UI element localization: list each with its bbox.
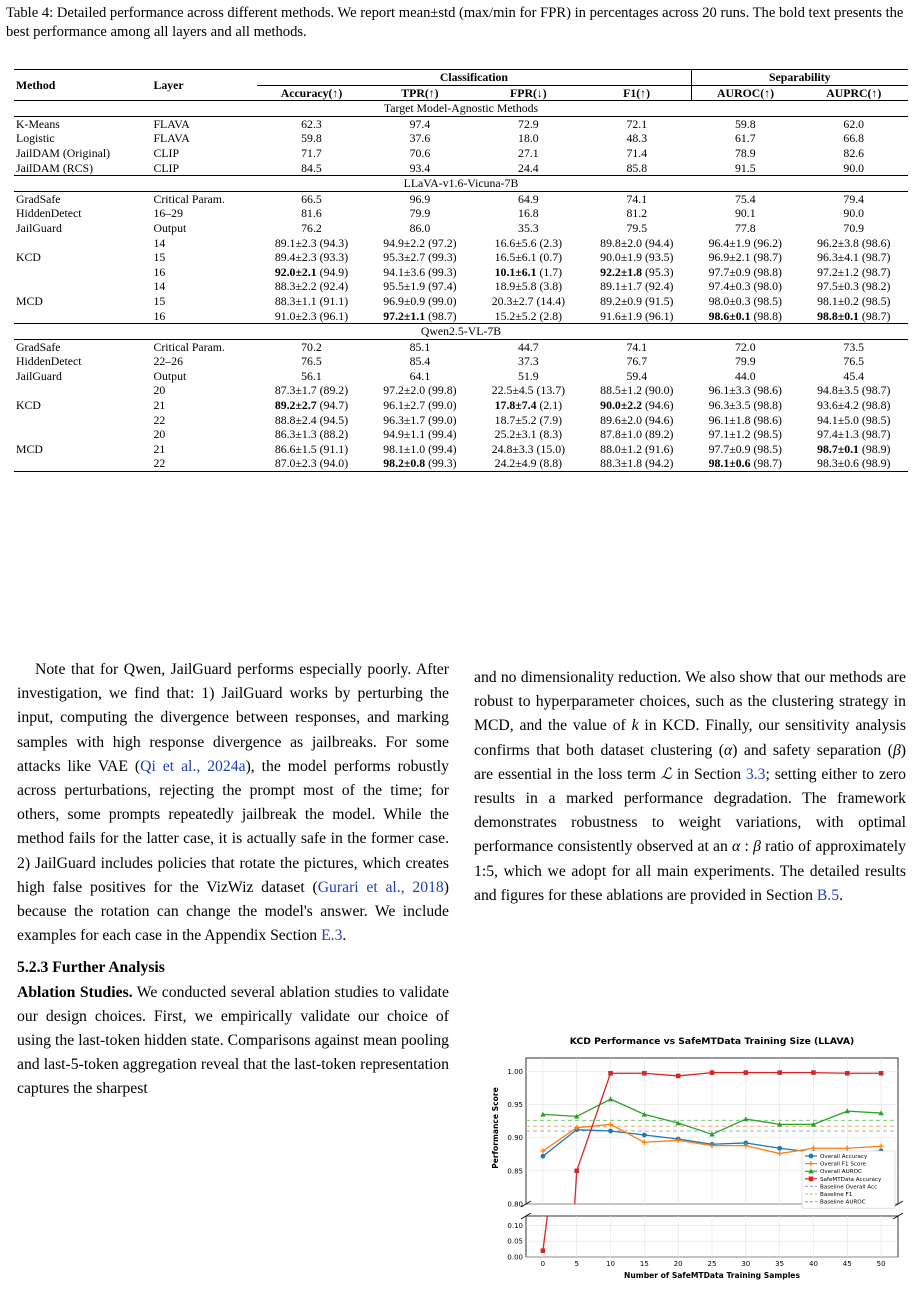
table-row (14, 339, 908, 354)
cell-value: 62.3 (301, 116, 322, 131)
cell-value: 24.8±3.3 (15.0) (491, 441, 566, 456)
cell-value: 62.0 (843, 116, 865, 131)
section-title-row (14, 324, 908, 340)
legend-label: Overall F1 Score (820, 1161, 866, 1168)
cell-value: 97.4 (409, 116, 431, 131)
paragraph-ablation-continued: and no dimensionality reduction. We also show that our methods are robust to hyperparameter choices, such as the clustering strategy in MCD, and the value of k in KCD. Finally, our sensitivity analysis confirms that both dataset clustering (α) and safety separation (β) are essential in the loss term ℒ in Section 3.3; setting either to zero results in a marked performance degradation. The framework demonstrates robustness to weight variations, with optimal performance consistently observed at an α : β ratio of approximately 1:5, which we adopt for all main experiments. The detailed results and figures for these ablations are provided in Section B.5. (474, 669, 906, 904)
cell-value: 88.3±2.2 (92.4) (274, 279, 349, 294)
data-point (574, 1169, 579, 1174)
data-point (541, 1154, 546, 1159)
cell-method: HiddenDetect (16, 354, 82, 369)
table-row (14, 309, 908, 324)
header-metric: TPR(↑) (401, 85, 439, 100)
cell-method (14, 413, 151, 428)
section-title: Target Model-Agnostic Methods (14, 101, 908, 117)
cell-value: 89.6±2.0 (94.6) (600, 412, 674, 427)
series-line (847, 1111, 881, 1113)
cell-layer: 14 (153, 279, 166, 294)
cell-value: 93.6±4.2 (98.8) (817, 398, 891, 413)
data-point (879, 1071, 884, 1076)
cell-layer: 22 (153, 456, 166, 471)
line-chart (486, 1028, 906, 1290)
table-row (14, 427, 908, 442)
cell-value: 71.7 (301, 145, 322, 160)
cell-method: MCD (16, 441, 43, 456)
cell-method: HiddenDetect (16, 206, 82, 221)
cell-value: 27.1 (518, 145, 539, 160)
cell-value: 89.4±2.3 (93.3) (274, 250, 349, 265)
series-line (543, 1130, 577, 1157)
cell-value: 74.1 (626, 191, 648, 206)
section-title-row (14, 101, 908, 117)
left-column (17, 658, 449, 1102)
table-row (14, 250, 908, 265)
cell-value: 73.5 (843, 339, 865, 354)
cell-method (14, 309, 151, 324)
cell-value: 24.2±4.9 (8.8) (494, 456, 563, 471)
cell-method (14, 456, 151, 471)
series-line (644, 1135, 678, 1139)
series-line (575, 1171, 577, 1204)
series-line (644, 1073, 678, 1076)
cell-value: 88.5±1.2 (90.0) (600, 383, 674, 398)
cell-value: 94.9±2.2 (97.2) (383, 235, 457, 250)
cell-layer: Output (153, 368, 187, 383)
cell-value: 85.1 (409, 339, 431, 354)
table-row (14, 369, 908, 384)
cell-method (14, 236, 151, 251)
cell-layer: Critical Param. (153, 339, 225, 354)
table-header-row-1 (14, 70, 908, 86)
cell-value: 84.5 (301, 160, 322, 175)
cell-value: 79.9 (734, 354, 756, 369)
cell-value: 90.0 (843, 206, 865, 221)
legend-label: Baseline AUROC (820, 1199, 866, 1206)
cell-value: 18.9±5.8 (3.8) (494, 279, 563, 294)
cell-value: 66.8 (843, 131, 865, 146)
cell-value: 77.8 (734, 220, 756, 235)
cell-value: 71.4 (626, 145, 648, 160)
series-line (847, 1146, 881, 1148)
cell-value: 96.1±1.8 (98.6) (708, 412, 782, 427)
cell-value: 98.7±0.1 (98.9) (817, 441, 891, 456)
cell-value: 88.3±1.1 (91.1) (274, 293, 349, 308)
cell-layer: 16 (153, 308, 166, 323)
data-point (642, 1071, 647, 1076)
cell-value: 96.9±2.1 (98.7) (708, 250, 782, 265)
table-row (14, 354, 908, 369)
cell-value: 94.9±1.1 (99.4) (383, 427, 457, 442)
cell-value: 66.5 (301, 191, 322, 206)
section-title-row (14, 176, 908, 192)
cell-value: 48.3 (626, 131, 648, 146)
cell-method: JailDAM (Original) (16, 145, 111, 160)
data-point (676, 1074, 681, 1079)
cell-method (14, 279, 151, 294)
y-axis-label: Performance Score (491, 1087, 500, 1169)
cell-value: 10.1±6.1 (1.7) (494, 264, 563, 279)
cell-layer: 22–26 (153, 354, 183, 369)
y-tick-label: 0.80 (507, 1200, 523, 1209)
cell-method: JailGuard (16, 220, 62, 235)
cell-value: 90.0±1.9 (93.5) (600, 250, 674, 265)
section-title: Qwen2.5-VL-7B (14, 324, 908, 340)
cell-method (14, 265, 151, 280)
cell-value: 97.5±0.3 (98.2) (817, 279, 891, 294)
cell-value: 16.8 (518, 206, 539, 221)
series-line (678, 1073, 712, 1076)
cell-value: 96.9±0.9 (99.0) (383, 293, 457, 308)
x-tick-label: 20 (673, 1260, 683, 1268)
cell-method: Logistic (16, 131, 55, 146)
cell-value: 89.8±2.0 (94.4) (600, 235, 674, 250)
cell-value: 96.1±2.7 (99.0) (383, 398, 457, 413)
performance-table (14, 69, 908, 472)
cell-value: 96.1±3.3 (98.6) (708, 383, 782, 398)
cell-value: 90.1 (734, 206, 756, 221)
cell-method: K-Means (16, 116, 60, 131)
table-row (14, 221, 908, 236)
legend-label: Baseline Overall Acc (820, 1184, 878, 1191)
cell-value: 98.1±0.6 (98.7) (708, 456, 782, 471)
cell-value: 79.9 (409, 206, 431, 221)
cell-value: 76.5 (843, 354, 865, 369)
series-line (543, 1114, 577, 1116)
cell-method: GradSafe (16, 191, 61, 206)
cell-value: 89.2±2.7 (94.7) (274, 398, 349, 413)
legend-label: Overall AUROC (820, 1169, 862, 1176)
cell-value: 82.6 (843, 145, 865, 160)
legend-label: SafeMTData Accuracy (820, 1176, 882, 1183)
cell-value: 64.9 (518, 191, 539, 206)
data-point (608, 1071, 613, 1076)
cell-value: 96.9 (409, 191, 431, 206)
cell-value: 59.8 (301, 131, 322, 146)
series-line (746, 1146, 780, 1154)
cell-value: 70.2 (301, 339, 322, 354)
y-tick-label: 0.90 (507, 1134, 523, 1143)
data-point (777, 1070, 782, 1075)
cell-method (14, 427, 151, 442)
table-row (14, 383, 908, 398)
cell-value: 44.0 (734, 368, 756, 383)
cell-value: 95.5±1.9 (97.4) (383, 279, 457, 294)
cell-value: 87.3±1.7 (89.2) (274, 383, 349, 398)
cell-value: 89.1±1.7 (92.4) (600, 279, 674, 294)
cell-value: 18.7±5.2 (7.9) (494, 412, 563, 427)
y-tick-label: 0.00 (507, 1253, 523, 1262)
subsection-heading: 5.2.3 Further Analysis (17, 959, 165, 977)
cell-value: 91.0±2.3 (96.1) (274, 308, 349, 323)
cell-value: 70.6 (409, 145, 431, 160)
x-tick-label: 0 (540, 1260, 546, 1268)
table-row (14, 206, 908, 221)
cell-value: 89.2±0.9 (91.5) (600, 293, 674, 308)
header-metric: AUROC(↑) (691, 85, 799, 101)
series-line (543, 1216, 547, 1251)
cell-value: 98.1±0.2 (98.5) (817, 293, 891, 308)
cell-method: KCD (16, 398, 41, 413)
cell-value: 86.6±1.5 (91.1) (274, 441, 349, 456)
data-point (845, 1071, 850, 1076)
cell-layer: FLAVA (153, 116, 190, 131)
cell-value: 16.6±5.6 (2.3) (494, 235, 563, 250)
cell-value: 98.2±0.8 (99.3) (383, 456, 457, 471)
series-line (611, 1124, 645, 1142)
table-row (14, 442, 908, 457)
table-row (14, 146, 908, 161)
cell-layer: Critical Param. (153, 191, 225, 206)
series-line (577, 1099, 611, 1116)
cell-value: 18.0 (518, 131, 539, 146)
legend-label: Overall Accuracy (820, 1154, 868, 1160)
cell-value: 25.2±3.1 (8.3) (494, 427, 563, 442)
header-metric: AUPRC(↑) (826, 85, 882, 100)
y-tick-label: 0.10 (507, 1221, 523, 1230)
cell-value: 86.3±1.3 (88.2) (274, 427, 349, 442)
cell-value: 79.4 (843, 191, 865, 206)
paragraph-ablation: Ablation Studies. We conducted several ablation studies to validate our design choices. First, we empirically validate our choice of using the last-token hidden state. Comparisons against mean pooling and last-5-token aggregation reveal that the last-token representation captures the sharpest (17, 983, 449, 1098)
cell-value: 76.7 (626, 354, 648, 369)
cell-value: 86.0 (409, 220, 431, 235)
header-group-classification: Classification (257, 70, 691, 86)
table-row (14, 236, 908, 251)
cell-value: 95.3±2.7 (99.3) (383, 250, 457, 265)
table-row (14, 413, 908, 428)
cell-value: 15.2±5.2 (2.8) (494, 308, 563, 323)
data-point (809, 1154, 814, 1159)
cell-method: GradSafe (16, 339, 61, 354)
cell-value: 37.3 (518, 354, 539, 369)
cell-value: 97.2±1.1 (98.7) (383, 308, 457, 323)
cell-value: 96.4±1.9 (96.2) (708, 235, 782, 250)
cell-layer: 15 (153, 293, 166, 308)
series-line (644, 1140, 678, 1142)
x-tick-label: 5 (574, 1260, 579, 1268)
data-point (809, 1177, 814, 1182)
cell-layer: 20 (153, 427, 166, 442)
cell-value: 91.6±1.9 (96.1) (600, 308, 674, 323)
table-body (14, 101, 908, 472)
y-tick-label: 0.85 (507, 1167, 523, 1176)
cell-value: 91.5 (734, 160, 756, 175)
x-tick-label: 15 (639, 1260, 649, 1268)
cell-layer: 16–29 (153, 206, 183, 221)
cell-value: 94.1±3.6 (99.3) (383, 264, 457, 279)
cell-value: 90.0 (843, 160, 865, 175)
section-title: LLaVA-v1.6-Vicuna-7B (14, 176, 908, 192)
series-line (678, 1123, 712, 1134)
data-point (744, 1070, 749, 1075)
cell-value: 81.2 (626, 206, 648, 221)
chart-title: KCD Performance vs SafeMTData Training Size (LLAVA) (569, 1036, 855, 1047)
table-row (14, 265, 908, 280)
cell-layer: 15 (153, 250, 166, 265)
x-tick-label: 25 (707, 1260, 717, 1268)
cell-value: 96.3±1.7 (99.0) (383, 412, 457, 427)
cell-value: 76.5 (301, 354, 322, 369)
table-row (14, 456, 908, 471)
cell-value: 64.1 (409, 368, 431, 383)
cell-layer: 22 (153, 412, 166, 427)
cell-value: 24.4 (518, 160, 539, 175)
cell-value: 70.9 (843, 220, 865, 235)
cell-method: MCD (16, 293, 43, 308)
cell-value: 72.0 (734, 339, 756, 354)
series-line (644, 1114, 678, 1123)
cell-value: 51.9 (518, 368, 539, 383)
cell-value: 16.5±6.1 (0.7) (494, 250, 563, 265)
cell-value: 78.9 (734, 145, 756, 160)
cell-layer: CLIP (153, 160, 180, 175)
cell-value: 89.1±2.3 (94.3) (274, 235, 349, 250)
data-point (541, 1248, 546, 1253)
cell-value: 88.3±1.8 (94.2) (600, 456, 674, 471)
cell-value: 98.6±0.1 (98.8) (708, 308, 782, 323)
x-axis-label: Number of SafeMTData Training Samples (624, 1271, 800, 1280)
cell-value: 72.1 (626, 116, 648, 131)
cell-value: 85.8 (626, 160, 648, 175)
data-point (710, 1070, 715, 1075)
cell-layer: CLIP (153, 145, 180, 160)
cell-value: 35.3 (518, 220, 539, 235)
legend-label: Baseline F1 (820, 1192, 853, 1198)
cell-value: 45.4 (843, 368, 865, 383)
table-row (14, 161, 908, 176)
cell-method (14, 383, 151, 398)
cell-layer: 21 (153, 441, 166, 456)
cell-value: 98.0±0.3 (98.5) (708, 293, 782, 308)
cell-value: 88.8±2.4 (94.5) (274, 412, 349, 427)
table-row (14, 279, 908, 294)
header-metric: Accuracy(↑) (280, 85, 343, 100)
data-point (811, 1070, 816, 1075)
y-tick-label: 0.05 (507, 1237, 523, 1246)
y-tick-label: 0.95 (507, 1100, 523, 1109)
series-line (611, 1099, 645, 1114)
figure-kcd-performance (486, 1028, 906, 1290)
cell-layer: 16 (153, 264, 166, 279)
y-tick-label: 1.00 (507, 1067, 523, 1076)
header-method: Method (16, 77, 56, 92)
cell-value: 81.6 (301, 206, 322, 221)
cell-layer: FLAVA (153, 131, 190, 146)
table-row (14, 398, 908, 413)
table-row (14, 131, 908, 146)
header-metric: FPR(↓) (510, 85, 547, 100)
cell-method: JailDAM (RCS) (16, 160, 94, 175)
cell-value: 93.4 (409, 160, 431, 175)
cell-value: 87.0±2.3 (94.0) (274, 456, 349, 471)
header-group-separability: Separability (691, 70, 908, 86)
table-row (14, 294, 908, 309)
cell-value: 94.1±5.0 (98.5) (817, 412, 891, 427)
cell-value: 97.4±0.3 (98.0) (708, 279, 782, 294)
cell-value: 98.8±0.1 (98.7) (817, 308, 891, 323)
cell-value: 96.2±3.8 (98.6) (817, 235, 891, 250)
cell-value: 37.6 (409, 131, 431, 146)
cell-value: 97.7±0.9 (98.8) (708, 264, 782, 279)
cell-value: 79.5 (626, 220, 648, 235)
cell-value: 96.3±4.1 (98.7) (817, 250, 891, 265)
series-line (712, 1143, 746, 1144)
cell-value: 97.2±2.0 (99.8) (383, 383, 457, 398)
x-tick-label: 45 (842, 1260, 852, 1268)
x-tick-label: 50 (876, 1260, 886, 1268)
cell-method: JailGuard (16, 368, 62, 383)
cell-value: 59.8 (734, 116, 756, 131)
cell-value: 74.1 (626, 339, 648, 354)
cell-value: 97.1±1.2 (98.5) (708, 427, 782, 442)
cell-method: KCD (16, 250, 41, 265)
cell-value: 92.2±1.8 (95.3) (600, 264, 674, 279)
cell-value: 92.0±2.1 (94.9) (274, 264, 349, 279)
cell-value: 17.8±7.4 (2.1) (494, 398, 563, 413)
cell-value: 94.8±3.5 (98.7) (817, 383, 891, 398)
cell-value: 22.5±4.5 (13.7) (491, 383, 566, 398)
cell-value: 96.3±3.5 (98.8) (708, 398, 782, 413)
cell-value: 20.3±2.7 (14.4) (491, 293, 566, 308)
x-tick-label: 10 (606, 1260, 616, 1268)
cell-value: 76.2 (301, 220, 322, 235)
right-column (474, 666, 906, 908)
data-point (642, 1133, 647, 1138)
cell-value: 97.4±1.3 (98.7) (817, 427, 891, 442)
cell-value: 44.7 (518, 339, 539, 354)
cell-value: 72.9 (518, 116, 539, 131)
cell-value: 97.7±0.9 (98.5) (708, 441, 782, 456)
cell-value: 85.4 (409, 354, 431, 369)
paragraph-jailguard: Note that for Qwen, JailGuard performs especially poorly. After investigation, we find that: 1) JailGuard works by perturbing the input, computing the divergence between responses, and marking samples with high response divergence as jailbreaks. For some attacks like VAE (Qi et al., 2024a), the model performs robustly across perturbations, rejecting the prompt most of the time; for others, some prompts repeatedly jailbreak the model. While the method fails for the latter case, it is actually safe in the former case. 2) JailGuard includes policies that rotate the pictures, which creates high false positives for the VizWiz dataset (Gurari et al., 2018) because the rotation can change the model's answer. We include examples for each case in the Appendix Section E.3. (17, 661, 449, 945)
cell-value: 90.0±2.2 (94.6) (600, 398, 674, 413)
table-caption: Table 4: Detailed performance across different methods. We report mean±std (max/min for FPR) in percentages across 20 runs. The bold text presents the best performance among all layers and all methods. (6, 5, 904, 40)
x-tick-label: 40 (808, 1260, 818, 1268)
cell-value: 97.2±1.2 (98.7) (817, 264, 891, 279)
header-layer: Layer (153, 77, 184, 92)
x-tick-label: 30 (741, 1260, 751, 1268)
series-line (577, 1130, 611, 1131)
table-row (14, 116, 908, 131)
cell-layer: 21 (153, 398, 166, 413)
cell-value: 88.0±1.2 (91.6) (600, 441, 674, 456)
series-line (813, 1073, 847, 1074)
cell-value: 98.1±1.0 (99.4) (383, 441, 457, 456)
header-metric: F1(↑) (623, 85, 651, 100)
cell-value: 87.8±1.0 (89.2) (600, 427, 674, 442)
series-line (577, 1073, 611, 1171)
data-point (608, 1096, 613, 1101)
cell-layer: 20 (153, 383, 166, 398)
data-point (608, 1129, 613, 1134)
data-point (777, 1146, 782, 1151)
cell-layer: 14 (153, 235, 166, 250)
cell-value: 59.4 (626, 368, 648, 383)
cell-value: 56.1 (301, 368, 322, 383)
series-line (813, 1111, 847, 1124)
cell-value: 61.7 (734, 131, 756, 146)
cell-value: 98.3±0.6 (98.9) (817, 456, 891, 471)
table-row (14, 191, 908, 206)
cell-layer: Output (153, 220, 187, 235)
cell-value: 75.4 (734, 191, 756, 206)
x-tick-label: 35 (775, 1260, 785, 1268)
